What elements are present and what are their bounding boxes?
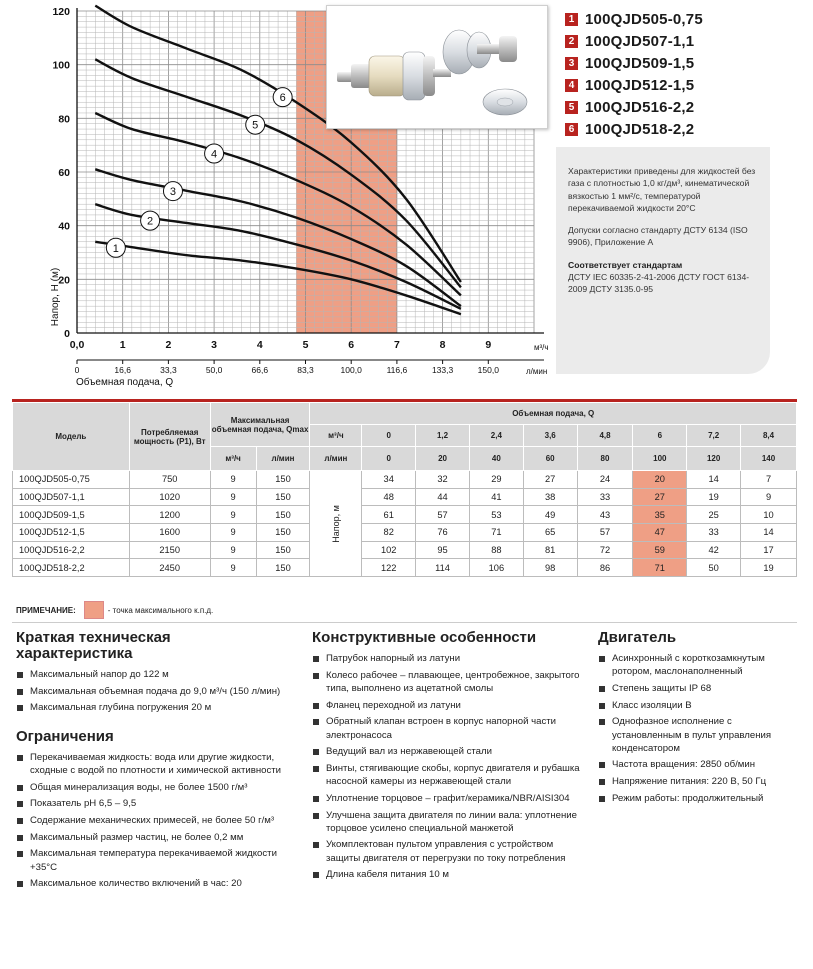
spec-table-wrap bbox=[12, 399, 797, 577]
divider bbox=[12, 622, 797, 623]
list-item: Фланец переходной из латуни bbox=[312, 699, 586, 712]
q-lmin-header: 60 bbox=[523, 447, 577, 471]
list-item: Частота вращения: 2850 об/мин bbox=[598, 758, 803, 771]
head-value-cell: 14 bbox=[687, 471, 741, 489]
head-value-cell: 29 bbox=[469, 471, 523, 489]
series-label: 4 bbox=[211, 148, 218, 161]
head-value-cell: 65 bbox=[523, 524, 577, 542]
y-tick-label: 100 bbox=[52, 59, 70, 72]
head-value-cell: 61 bbox=[362, 506, 416, 524]
head-value-cell: 41 bbox=[469, 488, 523, 506]
q-lmin-header: 140 bbox=[741, 447, 797, 471]
list-item: Напряжение питания: 220 В, 50 Гц bbox=[598, 775, 803, 788]
y-tick-label: 0 bbox=[64, 328, 70, 340]
model-number-badge: 1 bbox=[565, 13, 578, 26]
list-item: Максимальный напор до 122 м bbox=[16, 668, 286, 681]
motor-title: Двигатель bbox=[598, 629, 677, 646]
limits-list bbox=[16, 751, 286, 891]
head-value-cell: 32 bbox=[416, 471, 470, 489]
design-list bbox=[312, 652, 586, 882]
head-value-cell: 27 bbox=[633, 488, 687, 506]
head-value-cell: 33 bbox=[687, 524, 741, 542]
unit-m3: м³/ч bbox=[310, 425, 362, 447]
head-value-cell: 35 bbox=[633, 506, 687, 524]
model-item bbox=[565, 74, 805, 96]
head-value-cell: 49 bbox=[523, 506, 577, 524]
y-tick-label: 40 bbox=[58, 220, 70, 233]
limits-title: Ограничения bbox=[16, 727, 114, 745]
x2-tick-label: 133,3 bbox=[431, 365, 454, 375]
series-label: 3 bbox=[169, 186, 177, 199]
y-axis-title: Напор, Н (м) bbox=[50, 267, 61, 327]
list-item: Содержание механических примесей, не более 50 г/м³ bbox=[16, 814, 286, 827]
model-number-badge: 2 bbox=[565, 35, 578, 48]
head-value-cell: 71 bbox=[633, 559, 687, 577]
x2-tick-label: 0 bbox=[74, 365, 80, 375]
x-tick-label: 4 bbox=[256, 339, 263, 351]
info-standards: ДСТУ IEC 60335-2-41-2006 ДСТУ ГОСТ 6134-2009 ДСТУ 3135.0-95 bbox=[568, 272, 750, 295]
model-cell: 100QJD518-2,2 bbox=[13, 559, 130, 577]
table-row bbox=[13, 471, 797, 489]
x2-tick-label: 100,0 bbox=[340, 365, 362, 375]
table-row bbox=[13, 488, 797, 506]
power-cell: 1600 bbox=[129, 524, 210, 542]
head-value-cell: 95 bbox=[416, 541, 470, 559]
power-cell: 1200 bbox=[129, 506, 210, 524]
x-axis-title: Объемная подача, Q bbox=[76, 377, 174, 388]
series-label: 1 bbox=[112, 242, 119, 255]
model-name: 100QJD505-0,75 bbox=[585, 10, 703, 28]
y-tick-label: 20 bbox=[58, 274, 70, 287]
list-item: Максимальная температура перекачиваемой жидкости +35°С bbox=[16, 847, 286, 873]
info-box bbox=[556, 147, 770, 374]
head-value-cell: 98 bbox=[523, 559, 577, 577]
list-item: Укомплектован пультом управления с устройством защиты двигателя от перегрузки по току потребления bbox=[312, 838, 586, 864]
design-section bbox=[312, 630, 586, 885]
x-tick-label: 7 bbox=[393, 339, 400, 351]
q-lmin-header: 120 bbox=[687, 447, 741, 471]
qmax-m3-cell: 9 bbox=[210, 524, 256, 542]
qmax-unit-m3: м³/ч bbox=[210, 447, 256, 471]
model-name: 100QJD509-1,5 bbox=[585, 54, 695, 72]
y-tick-label: 80 bbox=[58, 113, 70, 126]
head-value-cell: 42 bbox=[687, 541, 741, 559]
head-value-cell: 19 bbox=[741, 559, 797, 577]
head-value-cell: 72 bbox=[577, 541, 633, 559]
head-value-cell: 57 bbox=[577, 524, 633, 542]
list-item: Перекачиваемая жидкость: вода или другие жидкости, сходные с водой по плотности и химической активности bbox=[16, 751, 286, 777]
list-item: Показатель pH 6,5 – 9,5 bbox=[16, 797, 286, 810]
x2-tick-label: 150,0 bbox=[477, 365, 499, 375]
list-item: Максимальная глубина погружения 20 м bbox=[16, 701, 286, 714]
motor-section bbox=[598, 630, 803, 809]
list-item: Патрубок напорный из латуни bbox=[312, 652, 586, 665]
list-item: Улучшена защита двигателя по линии вала: уплотнение торцовое усилено специальной манжетой bbox=[312, 809, 586, 835]
head-value-cell: 76 bbox=[416, 524, 470, 542]
head-value-cell: 34 bbox=[362, 471, 416, 489]
list-item: Степень защиты IP 68 bbox=[598, 682, 803, 695]
table-row bbox=[13, 541, 797, 559]
power-cell: 2450 bbox=[129, 559, 210, 577]
x2-tick-label: 33,3 bbox=[160, 365, 177, 375]
q-m3-header: 0 bbox=[362, 425, 416, 447]
qmax-lmin-cell: 150 bbox=[256, 506, 310, 524]
x-tick-label: 0,0 bbox=[69, 339, 85, 351]
model-cell: 100QJD516-2,2 bbox=[13, 541, 130, 559]
brief-title: Краткая техническая характеристика bbox=[16, 629, 171, 662]
spec-table bbox=[12, 402, 797, 577]
qmax-m3-cell: 9 bbox=[210, 559, 256, 577]
model-item bbox=[565, 8, 805, 30]
x2-tick-label: 16,6 bbox=[114, 365, 131, 375]
list-item: Режим работы: продолжительный bbox=[598, 792, 803, 805]
table-row bbox=[13, 506, 797, 524]
head-value-cell: 38 bbox=[523, 488, 577, 506]
model-cell: 100QJD509-1,5 bbox=[13, 506, 130, 524]
head-value-cell: 25 bbox=[687, 506, 741, 524]
highlight-swatch bbox=[84, 601, 104, 619]
model-cell: 100QJD512-1,5 bbox=[13, 524, 130, 542]
note bbox=[16, 601, 213, 619]
q-lmin-header: 0 bbox=[362, 447, 416, 471]
motor-list bbox=[598, 652, 803, 805]
list-item: Колесо рабочее – плавающее, центробежное, закрытого типа, выполнено из ацетатной смолы bbox=[312, 669, 586, 695]
q-m3-header: 2,4 bbox=[469, 425, 523, 447]
brief-section bbox=[16, 630, 286, 894]
q-lmin-header: 40 bbox=[469, 447, 523, 471]
list-item: Асинхронный с короткозамкнутым ротором, маслонаполненный bbox=[598, 652, 803, 678]
model-name: 100QJD518-2,2 bbox=[585, 120, 695, 138]
head-value-cell: 17 bbox=[741, 541, 797, 559]
q-lmin-header: 20 bbox=[416, 447, 470, 471]
x-tick-label: 3 bbox=[211, 339, 218, 351]
x-tick-label: 9 bbox=[485, 339, 492, 351]
x-tick-label: 6 bbox=[348, 339, 355, 351]
col-header-qmax: Максимальная объемная подача, Qmax bbox=[210, 403, 310, 447]
head-value-cell: 24 bbox=[577, 471, 633, 489]
x-tick-label: 5 bbox=[302, 339, 309, 351]
q-lmin-header: 100 bbox=[633, 447, 687, 471]
pump-photo bbox=[326, 5, 548, 129]
model-number-badge: 6 bbox=[565, 123, 578, 136]
x2-tick-label: 50,0 bbox=[205, 365, 223, 375]
head-value-cell: 48 bbox=[362, 488, 416, 506]
list-item: Винты, стягивающие скобы, корпус двигателя и рубашка насосной камеры из нержавеющей стали bbox=[312, 762, 586, 788]
head-value-cell: 27 bbox=[523, 471, 577, 489]
x-tick-label: 1 bbox=[119, 339, 126, 351]
head-value-cell: 59 bbox=[633, 541, 687, 559]
info-standards-title: Соответствует стандартам bbox=[568, 259, 683, 270]
head-value-cell: 33 bbox=[577, 488, 633, 506]
head-value-cell: 7 bbox=[741, 471, 797, 489]
note-text: - точка максимального к.п.д. bbox=[107, 605, 214, 615]
head-label-cell bbox=[310, 471, 362, 577]
q-lmin-header: 80 bbox=[577, 447, 633, 471]
table-row bbox=[13, 559, 797, 577]
head-value-cell: 10 bbox=[741, 506, 797, 524]
head-value-cell: 114 bbox=[416, 559, 470, 577]
qmax-m3-cell: 9 bbox=[210, 506, 256, 524]
head-value-cell: 102 bbox=[362, 541, 416, 559]
list-item: Максимальное количество включений в час: 20 bbox=[16, 877, 286, 890]
head-value-cell: 82 bbox=[362, 524, 416, 542]
design-title: Конструктивные особенности bbox=[312, 629, 537, 646]
head-value-cell: 43 bbox=[577, 506, 633, 524]
col-header-power: Потребляемая мощность (P1), Вт bbox=[129, 403, 210, 471]
x-tick-label: 2 bbox=[165, 339, 172, 351]
head-value-cell: 44 bbox=[416, 488, 470, 506]
model-item bbox=[565, 96, 805, 118]
qmax-lmin-cell: 150 bbox=[256, 541, 310, 559]
info-conditions: Характеристики приведены для жидкостей без газа с плотностью 1,0 кг/дм³, кинематической вязкостью 1 мм²/с, температурой перекачиваемой жидкости 20°С bbox=[568, 166, 756, 213]
head-value-cell: 9 bbox=[741, 488, 797, 506]
x2-tick-label: 116,6 bbox=[386, 365, 408, 375]
series-label: 2 bbox=[147, 215, 154, 228]
model-item bbox=[565, 52, 805, 74]
model-item bbox=[565, 30, 805, 52]
power-cell: 1020 bbox=[129, 488, 210, 506]
head-value-cell: 14 bbox=[741, 524, 797, 542]
head-value-cell: 20 bbox=[633, 471, 687, 489]
q-m3-header: 8,4 bbox=[741, 425, 797, 447]
model-number-badge: 4 bbox=[565, 79, 578, 92]
model-cell: 100QJD507-1,1 bbox=[13, 488, 130, 506]
power-cell: 2150 bbox=[129, 541, 210, 559]
model-number-badge: 3 bbox=[565, 57, 578, 70]
pump-image bbox=[327, 6, 549, 130]
col-header-flow: Объемная подача, Q bbox=[310, 403, 797, 425]
head-value-cell: 19 bbox=[687, 488, 741, 506]
list-item: Обратный клапан встроен в корпус напорной части электронасоса bbox=[312, 715, 586, 741]
qmax-m3-cell: 9 bbox=[210, 541, 256, 559]
head-value-cell: 86 bbox=[577, 559, 633, 577]
unit-lmin: л/мин bbox=[310, 447, 362, 471]
q-m3-header: 6 bbox=[633, 425, 687, 447]
x2-tick-label: 66,6 bbox=[251, 365, 269, 375]
head-label: Напор, м bbox=[330, 504, 341, 543]
head-value-cell: 122 bbox=[362, 559, 416, 577]
list-item: Общая минерализация воды, не более 1500 г/м³ bbox=[16, 781, 286, 794]
list-item: Ведущий вал из нержавеющей стали bbox=[312, 745, 586, 758]
table-body bbox=[13, 471, 797, 577]
q-m3-header: 3,6 bbox=[523, 425, 577, 447]
note-label: ПРИМЕЧАНИЕ: bbox=[16, 605, 76, 615]
list-item: Длина кабеля питания 10 м bbox=[312, 868, 586, 881]
x-tick-label: 8 bbox=[439, 339, 446, 351]
list-item: Класс изоляции В bbox=[598, 699, 803, 712]
col-header-model: Модель bbox=[13, 403, 130, 471]
head-value-cell: 106 bbox=[469, 559, 523, 577]
brief-list bbox=[16, 668, 286, 715]
model-number-badge: 5 bbox=[565, 101, 578, 114]
q-m3-header: 7,2 bbox=[687, 425, 741, 447]
head-value-cell: 57 bbox=[416, 506, 470, 524]
info-tolerances: Допуски согласно стандарту ДСТУ 6134 (ISO 9906), Приложение А bbox=[568, 225, 748, 248]
x-unit: м³/ч bbox=[534, 343, 549, 352]
model-item bbox=[565, 118, 805, 140]
model-name: 100QJD516-2,2 bbox=[585, 98, 695, 116]
model-name: 100QJD512-1,5 bbox=[585, 76, 695, 94]
y-tick-label: 120 bbox=[52, 6, 70, 18]
head-value-cell: 53 bbox=[469, 506, 523, 524]
list-item: Максимальный размер частиц, не более 0,2 мм bbox=[16, 831, 286, 844]
list-item: Уплотнение торцовое – графит/керамика/NBR/AISI304 bbox=[312, 792, 586, 805]
q-m3-header: 4,8 bbox=[577, 425, 633, 447]
qmax-m3-cell: 9 bbox=[210, 488, 256, 506]
qmax-lmin-cell: 150 bbox=[256, 559, 310, 577]
table-row bbox=[13, 524, 797, 542]
model-cell: 100QJD505-0,75 bbox=[13, 471, 130, 489]
model-name: 100QJD507-1,1 bbox=[585, 32, 695, 50]
series-label: 6 bbox=[279, 92, 286, 105]
head-value-cell: 81 bbox=[523, 541, 577, 559]
head-value-cell: 88 bbox=[469, 541, 523, 559]
q-m3-header: 1,2 bbox=[416, 425, 470, 447]
y-tick-label: 60 bbox=[58, 167, 70, 179]
head-value-cell: 50 bbox=[687, 559, 741, 577]
qmax-m3-cell: 9 bbox=[210, 471, 256, 489]
list-item: Максимальная объемная подача до 9,0 м³/ч (150 л/мин) bbox=[16, 685, 286, 698]
head-value-cell: 47 bbox=[633, 524, 687, 542]
qmax-unit-lmin: л/мин bbox=[256, 447, 310, 471]
qmax-lmin-cell: 150 bbox=[256, 471, 310, 489]
x2-unit: л/мин bbox=[526, 367, 548, 376]
qmax-lmin-cell: 150 bbox=[256, 488, 310, 506]
series-label: 5 bbox=[252, 119, 259, 132]
head-value-cell: 71 bbox=[469, 524, 523, 542]
x2-tick-label: 83,3 bbox=[297, 365, 314, 375]
models-legend bbox=[565, 8, 805, 140]
qmax-lmin-cell: 150 bbox=[256, 524, 310, 542]
list-item: Однофазное исполнение с установленным в пульт управления конденсатором bbox=[598, 715, 803, 755]
power-cell: 750 bbox=[129, 471, 210, 489]
